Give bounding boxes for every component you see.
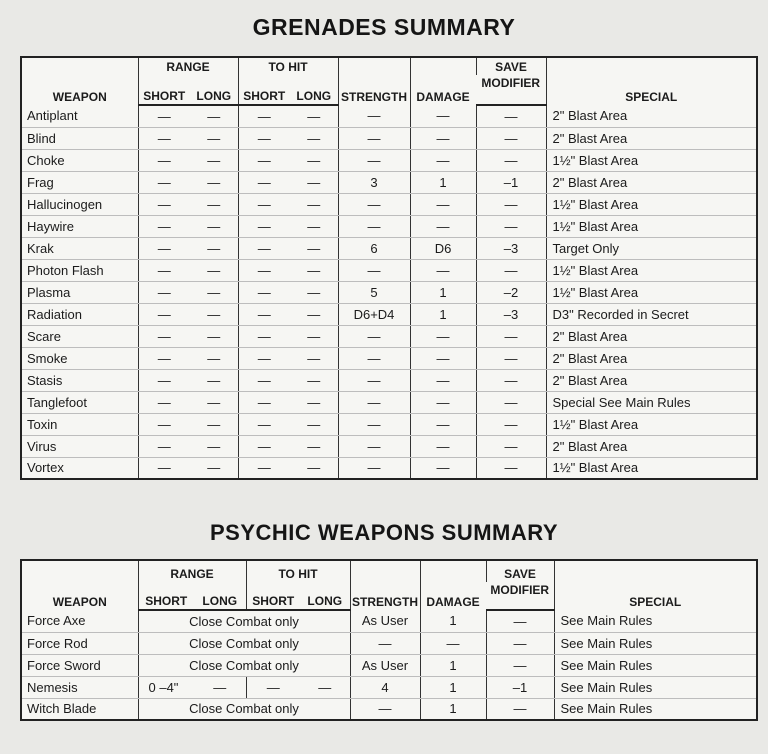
damage-cell: — <box>410 149 476 171</box>
to-hit-long-cell: — <box>290 237 338 259</box>
modifier-header: MODIFIER <box>486 582 554 610</box>
special-header: SPECIAL <box>546 57 757 105</box>
damage-cell: — <box>410 435 476 457</box>
special-cell: 1½" Blast Area <box>546 259 757 281</box>
strength-cell: — <box>338 127 410 149</box>
range-short-cell: — <box>138 171 190 193</box>
range-long-cell: — <box>190 303 238 325</box>
save-modifier-cell: — <box>476 215 546 237</box>
range-long-cell: — <box>190 215 238 237</box>
to-hit-short-cell: — <box>238 149 290 171</box>
weapon-cell: Photon Flash <box>21 259 138 281</box>
save-modifier-cell: — <box>476 105 546 127</box>
to-hit-short-cell: — <box>238 347 290 369</box>
to-hit-long-cell: — <box>290 105 338 127</box>
weapon-cell: Stasis <box>21 369 138 391</box>
to-hit-short-cell: — <box>238 193 290 215</box>
damage-cell: — <box>410 391 476 413</box>
special-cell: See Main Rules <box>554 676 757 698</box>
table-row <box>21 369 757 391</box>
range-long-cell: — <box>190 127 238 149</box>
special-cell: See Main Rules <box>554 632 757 654</box>
table-row <box>21 632 757 654</box>
to-hit-short-cell: — <box>238 435 290 457</box>
table-row <box>21 237 757 259</box>
damage-cell: 1 <box>410 171 476 193</box>
strength-cell: — <box>338 325 410 347</box>
range-to-hit-span-cell: Close Combat only <box>138 654 350 676</box>
damage-cell: — <box>410 413 476 435</box>
range-long-cell: — <box>190 391 238 413</box>
range-short-cell: — <box>138 215 190 237</box>
save-modifier-cell: — <box>476 325 546 347</box>
strength-cell: — <box>338 347 410 369</box>
to-hit-long-cell: — <box>290 281 338 303</box>
strength-cell: — <box>338 215 410 237</box>
to-hit-long-cell: — <box>290 413 338 435</box>
strength-cell: — <box>350 698 420 720</box>
strength-cell: — <box>338 149 410 171</box>
save-modifier-cell: –3 <box>476 237 546 259</box>
grenades-table <box>20 56 758 480</box>
special-cell: D3" Recorded in Secret <box>546 303 757 325</box>
damage-cell: — <box>410 259 476 281</box>
special-cell: Special See Main Rules <box>546 391 757 413</box>
range-long-cell: — <box>190 259 238 281</box>
to-hit-long-cell: — <box>290 369 338 391</box>
to-hit-long-cell: — <box>290 391 338 413</box>
damage-cell: — <box>410 347 476 369</box>
to-hit-long-cell: — <box>290 347 338 369</box>
table-row <box>21 171 757 193</box>
weapon-cell: Radiation <box>21 303 138 325</box>
save-modifier-cell: –1 <box>486 676 554 698</box>
range-long-cell: — <box>190 435 238 457</box>
special-cell: See Main Rules <box>554 654 757 676</box>
range-long-header: LONG <box>190 75 238 105</box>
to-hit-short-cell: — <box>246 676 300 698</box>
range-long-cell: — <box>190 193 238 215</box>
table-row <box>21 281 757 303</box>
strength-cell: — <box>350 632 420 654</box>
damage-cell: 1 <box>420 610 486 632</box>
special-cell: 2" Blast Area <box>546 105 757 127</box>
range-to-hit-span-cell: Close Combat only <box>138 632 350 654</box>
range-short-cell: — <box>138 259 190 281</box>
strength-cell: — <box>338 259 410 281</box>
save-modifier-cell: — <box>476 391 546 413</box>
range-long-cell: — <box>190 281 238 303</box>
table-row <box>21 413 757 435</box>
range-short-cell: — <box>138 149 190 171</box>
weapon-cell: Haywire <box>21 215 138 237</box>
special-cell: 2" Blast Area <box>546 435 757 457</box>
table-row <box>21 391 757 413</box>
range-long-cell: — <box>194 676 246 698</box>
save-modifier-cell: — <box>486 698 554 720</box>
range-long-cell: — <box>190 369 238 391</box>
special-cell: 1½" Blast Area <box>546 413 757 435</box>
weapon-cell: Witch Blade <box>21 698 138 720</box>
to-hit-short-cell: — <box>238 325 290 347</box>
strength-cell: — <box>338 413 410 435</box>
strength-header: STRENGTH <box>350 560 420 610</box>
strength-header: STRENGTH <box>338 57 410 105</box>
range-short-cell: — <box>138 105 190 127</box>
weapon-cell: Toxin <box>21 413 138 435</box>
save-modifier-cell: — <box>486 654 554 676</box>
weapon-header: WEAPON <box>52 595 107 609</box>
damage-cell: D6 <box>410 237 476 259</box>
range-short-cell: — <box>138 435 190 457</box>
to-hit-long-cell: — <box>290 215 338 237</box>
range-long-cell: — <box>190 149 238 171</box>
special-header: SPECIAL <box>554 560 757 610</box>
weapon-header: WEAPON <box>52 90 107 104</box>
special-cell: 1½" Blast Area <box>546 281 757 303</box>
to-hit-long-cell: — <box>290 259 338 281</box>
weapon-cell: Plasma <box>21 281 138 303</box>
range-to-hit-span-cell: Close Combat only <box>138 698 350 720</box>
psychic-table <box>20 559 758 721</box>
range-short-cell: — <box>138 193 190 215</box>
special-cell: 1½" Blast Area <box>546 457 757 479</box>
save-header: SAVE <box>476 57 546 75</box>
damage-cell: 1 <box>410 281 476 303</box>
table-row <box>21 435 757 457</box>
range-long-cell: — <box>190 457 238 479</box>
weapon-cell: Force Rod <box>21 632 138 654</box>
damage-cell: — <box>410 105 476 127</box>
weapon-cell: Nemesis <box>21 676 138 698</box>
range-to-hit-span-cell: Close Combat only <box>138 610 350 632</box>
weapon-cell: Force Sword <box>21 654 138 676</box>
to-hit-long-cell: — <box>290 457 338 479</box>
table-row <box>21 610 757 632</box>
to-hit-long-cell: — <box>300 676 350 698</box>
weapon-cell: Blind <box>21 127 138 149</box>
strength-cell: — <box>338 391 410 413</box>
strength-cell: As User <box>350 610 420 632</box>
special-cell: 2" Blast Area <box>546 347 757 369</box>
special-cell: 1½" Blast Area <box>546 149 757 171</box>
range-short-cell: — <box>138 413 190 435</box>
to-hit-short-cell: — <box>238 105 290 127</box>
save-modifier-cell: — <box>476 347 546 369</box>
special-cell: 2" Blast Area <box>546 127 757 149</box>
range-short-cell: — <box>138 281 190 303</box>
save-modifier-cell: — <box>476 127 546 149</box>
to-hit-short-header: SHORT <box>238 75 290 105</box>
save-modifier-cell: — <box>476 413 546 435</box>
damage-cell: — <box>410 215 476 237</box>
damage-cell: 1 <box>420 654 486 676</box>
range-long-cell: — <box>190 347 238 369</box>
damage-cell: 1 <box>420 676 486 698</box>
special-cell: See Main Rules <box>554 698 757 720</box>
range-long-cell: — <box>190 325 238 347</box>
strength-cell: 3 <box>338 171 410 193</box>
to-hit-long-cell: — <box>290 325 338 347</box>
save-modifier-cell: –2 <box>476 281 546 303</box>
save-modifier-cell: –1 <box>476 171 546 193</box>
range-short-cell: — <box>138 237 190 259</box>
to-hit-short-header: SHORT <box>246 582 300 610</box>
strength-cell: As User <box>350 654 420 676</box>
range-short-cell: — <box>138 127 190 149</box>
to-hit-short-cell: — <box>238 369 290 391</box>
strength-cell: — <box>338 193 410 215</box>
save-modifier-cell: — <box>476 259 546 281</box>
range-short-cell: — <box>138 325 190 347</box>
to-hit-short-cell: — <box>238 237 290 259</box>
modifier-header: MODIFIER <box>476 75 546 105</box>
special-cell: Target Only <box>546 237 757 259</box>
table-row <box>21 457 757 479</box>
to-hit-short-cell: — <box>238 457 290 479</box>
weapon-cell: Force Axe <box>21 610 138 632</box>
weapon-cell: Choke <box>21 149 138 171</box>
to-hit-short-cell: — <box>238 127 290 149</box>
range-short-cell: 0 –4" <box>138 676 194 698</box>
special-cell: 1½" Blast Area <box>546 193 757 215</box>
to-hit-short-cell: — <box>238 259 290 281</box>
range-long-cell: — <box>190 413 238 435</box>
to-hit-short-cell: — <box>238 413 290 435</box>
range-short-header: SHORT <box>138 75 190 105</box>
range-short-header: SHORT <box>138 582 194 610</box>
weapon-cell: Scare <box>21 325 138 347</box>
special-cell: 2" Blast Area <box>546 171 757 193</box>
weapon-cell: Smoke <box>21 347 138 369</box>
table-row <box>21 259 757 281</box>
damage-header: DAMAGE <box>410 57 476 105</box>
table-row <box>21 303 757 325</box>
table-row <box>21 193 757 215</box>
table-row <box>21 215 757 237</box>
save-modifier-cell: — <box>476 149 546 171</box>
to-hit-long-cell: — <box>290 171 338 193</box>
damage-cell: 1 <box>410 303 476 325</box>
special-cell: 2" Blast Area <box>546 369 757 391</box>
save-modifier-cell: — <box>476 369 546 391</box>
range-short-cell: — <box>138 457 190 479</box>
table-row <box>21 149 757 171</box>
range-header: RANGE <box>138 57 238 75</box>
damage-cell: 1 <box>420 698 486 720</box>
save-modifier-cell: — <box>486 632 554 654</box>
range-short-cell: — <box>138 303 190 325</box>
special-cell: See Main Rules <box>554 610 757 632</box>
range-long-header: LONG <box>194 582 246 610</box>
special-cell: 2" Blast Area <box>546 325 757 347</box>
to-hit-long-cell: — <box>290 303 338 325</box>
range-long-cell: — <box>190 171 238 193</box>
strength-cell: — <box>338 105 410 127</box>
strength-cell: — <box>338 457 410 479</box>
range-long-cell: — <box>190 105 238 127</box>
weapon-cell: Tanglefoot <box>21 391 138 413</box>
damage-header: DAMAGE <box>420 560 486 610</box>
weapon-cell: Virus <box>21 435 138 457</box>
weapon-cell: Vortex <box>21 457 138 479</box>
to-hit-long-cell: — <box>290 149 338 171</box>
save-modifier-cell: — <box>476 193 546 215</box>
table-row <box>21 698 757 720</box>
to-hit-short-cell: — <box>238 303 290 325</box>
to-hit-header: TO HIT <box>238 57 338 75</box>
weapon-cell: Antiplant <box>21 105 138 127</box>
to-hit-short-cell: — <box>238 171 290 193</box>
table-row <box>21 654 757 676</box>
damage-cell: — <box>410 193 476 215</box>
strength-cell: — <box>338 369 410 391</box>
weapon-cell: Krak <box>21 237 138 259</box>
weapon-cell: Frag <box>21 171 138 193</box>
save-modifier-cell: — <box>486 610 554 632</box>
damage-cell: — <box>410 325 476 347</box>
table-row <box>21 347 757 369</box>
range-short-cell: — <box>138 347 190 369</box>
strength-cell: — <box>338 435 410 457</box>
to-hit-header: TO HIT <box>246 560 350 582</box>
save-modifier-cell: –3 <box>476 303 546 325</box>
range-short-cell: — <box>138 391 190 413</box>
psychic-title: PSYCHIC WEAPONS SUMMARY <box>209 520 559 545</box>
range-short-cell: — <box>138 369 190 391</box>
strength-cell: D6+D4 <box>338 303 410 325</box>
table-row <box>21 325 757 347</box>
range-long-cell: — <box>190 237 238 259</box>
to-hit-short-cell: — <box>238 391 290 413</box>
save-modifier-cell: — <box>476 457 546 479</box>
damage-cell: — <box>410 127 476 149</box>
to-hit-long-cell: — <box>290 435 338 457</box>
to-hit-short-cell: — <box>238 215 290 237</box>
weapon-cell: Hallucinogen <box>21 193 138 215</box>
special-cell: 1½" Blast Area <box>546 215 757 237</box>
table-row <box>21 127 757 149</box>
strength-cell: 5 <box>338 281 410 303</box>
to-hit-long-header: LONG <box>290 75 338 105</box>
table-row <box>21 105 757 127</box>
damage-cell: — <box>410 369 476 391</box>
strength-cell: 6 <box>338 237 410 259</box>
strength-cell: 4 <box>350 676 420 698</box>
to-hit-long-header: LONG <box>300 582 350 610</box>
to-hit-short-cell: — <box>238 281 290 303</box>
range-header: RANGE <box>138 560 246 582</box>
save-modifier-cell: — <box>476 435 546 457</box>
damage-cell: — <box>410 457 476 479</box>
damage-cell: — <box>420 632 486 654</box>
grenades-title: GRENADES SUMMARY <box>252 14 516 40</box>
to-hit-long-cell: — <box>290 193 338 215</box>
table-row <box>21 676 757 698</box>
to-hit-long-cell: — <box>290 127 338 149</box>
save-header: SAVE <box>486 560 554 582</box>
